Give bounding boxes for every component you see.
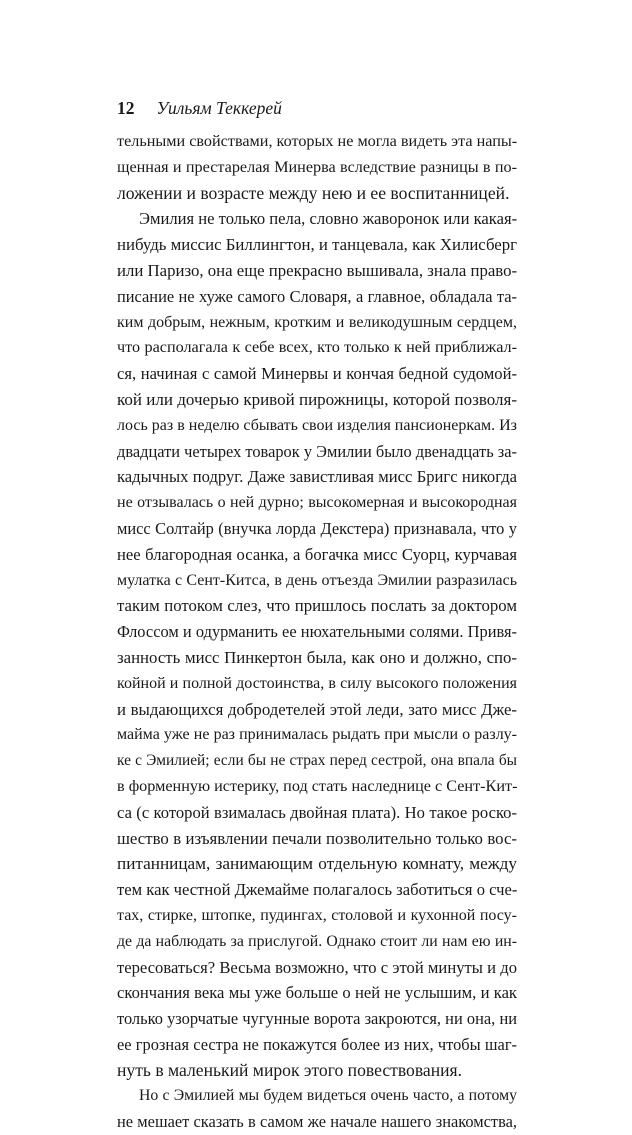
text-line: лось раз в неделю сбывать свои изделия пансионеркам. Из [117,416,517,434]
text-line: ке с Эмилией; если бы не страх перед сестрой, она впала бы [117,752,517,770]
text-line: мисс Солтайр (внучка лорда Декстера) признавала, что у [117,518,517,538]
text-line: что располагала к себе всех, кто только к ней приближал- [117,338,517,357]
text-line: кадычных подруг. Даже завистливая мисс Бригс никогда [117,467,517,487]
text-line: са (с которой взималась двойная плата). Но такое роско- [117,802,517,822]
text-line: тельными свойствами, которых не могла видеть эта напы- [117,132,518,150]
text-line: питанницам, занимающим отдельную комнату, между [117,854,517,874]
text-line: тем как честной Джемайме полагалось заботиться о сче- [117,880,518,900]
running-head [117,95,517,121]
text-line: ее грозная сестра не покажутся более из них, чтобы шаг- [117,1034,517,1054]
text-line: тах, стирке, штопке, пудингах, столовой и кухонной посу- [117,906,517,924]
text-line: скончания века мы уже больше о ней не услышим, и как [117,983,517,1003]
text-line: шество в изъявлении печали позволительно только вос- [117,828,517,848]
text-line: нибудь миссис Биллингтон, и танцевала, как Хилисберг [117,235,517,255]
text-line: тересоваться? Весьма возможно, что с этой минуты и до [117,957,517,977]
text-line: в форменную истерику, под стать наследнице с Сент-Кит- [117,776,518,795]
book-author: Уильям Теккерей [156,98,282,118]
text-line: занность мисс Пинкертон была, как оно и должно, спо- [117,647,517,667]
text-line: майма уже не раз принималась рыдать при мысли о разлу- [117,726,517,744]
text-line: де да наблюдать за прислугой. Однако стоит ли нам ею ин- [117,932,517,950]
text-line: не отзывалась о ней дурно; высокомерная и высокородная [117,494,517,512]
text-line: или Паризо, она еще прекрасно вышивала, знала право- [117,260,518,280]
text-line: Флоссом и одурманить ее нюхательными солями. Привя- [117,622,517,642]
text-line: писание не хуже самого Словаря, а главное, обладала та- [117,286,517,306]
text-line: мулатка с Сент-Китса, в день отъезда Эмилии разразилась [117,571,517,589]
text-line: койной и полной достоинства, в силу высокого положения [117,674,517,692]
text-line: щенная и престарелая Минерва вследствие разницы в по- [117,157,517,176]
page-number: 12 [117,98,135,118]
text-line: ложении и возрасте между нею и ее воспитанницей. [117,182,510,203]
text-line: нее благородная осанка, а богачка мисс Суорц, курчавая [117,544,517,564]
text-line: ся, начиная с самой Минервы и кончая бедной судомой- [117,364,517,384]
text-line: не мешает сказать в самом же начале нашего знакомства, [117,1112,517,1132]
text-line: Но с Эмилией мы будем видеться очень часто, а потому [139,1087,517,1105]
text-line: Эмилия не только пела, словно жаворонок или какая- [139,209,518,229]
text-line: ким добрым, нежным, кротким и великодушным сердцем, [117,313,517,331]
text-line: кой или дочерью кривой пирожницы, которой позволя- [117,389,517,409]
text-line: только узорчатые чугунные ворота закроются, ни она, ни [117,1009,517,1029]
text-line: таким потоком слез, что пришлось послать за доктором [117,596,517,616]
text-line: двадцати четырех товарок у Эмилии было двенадцать за- [117,441,517,461]
text-line: и выдающихся добродетелей этой леди, зато мисс Дже- [117,699,517,719]
body-text [117,129,518,1132]
text-line: нуть в маленький мирок этого повествования. [117,1059,463,1080]
